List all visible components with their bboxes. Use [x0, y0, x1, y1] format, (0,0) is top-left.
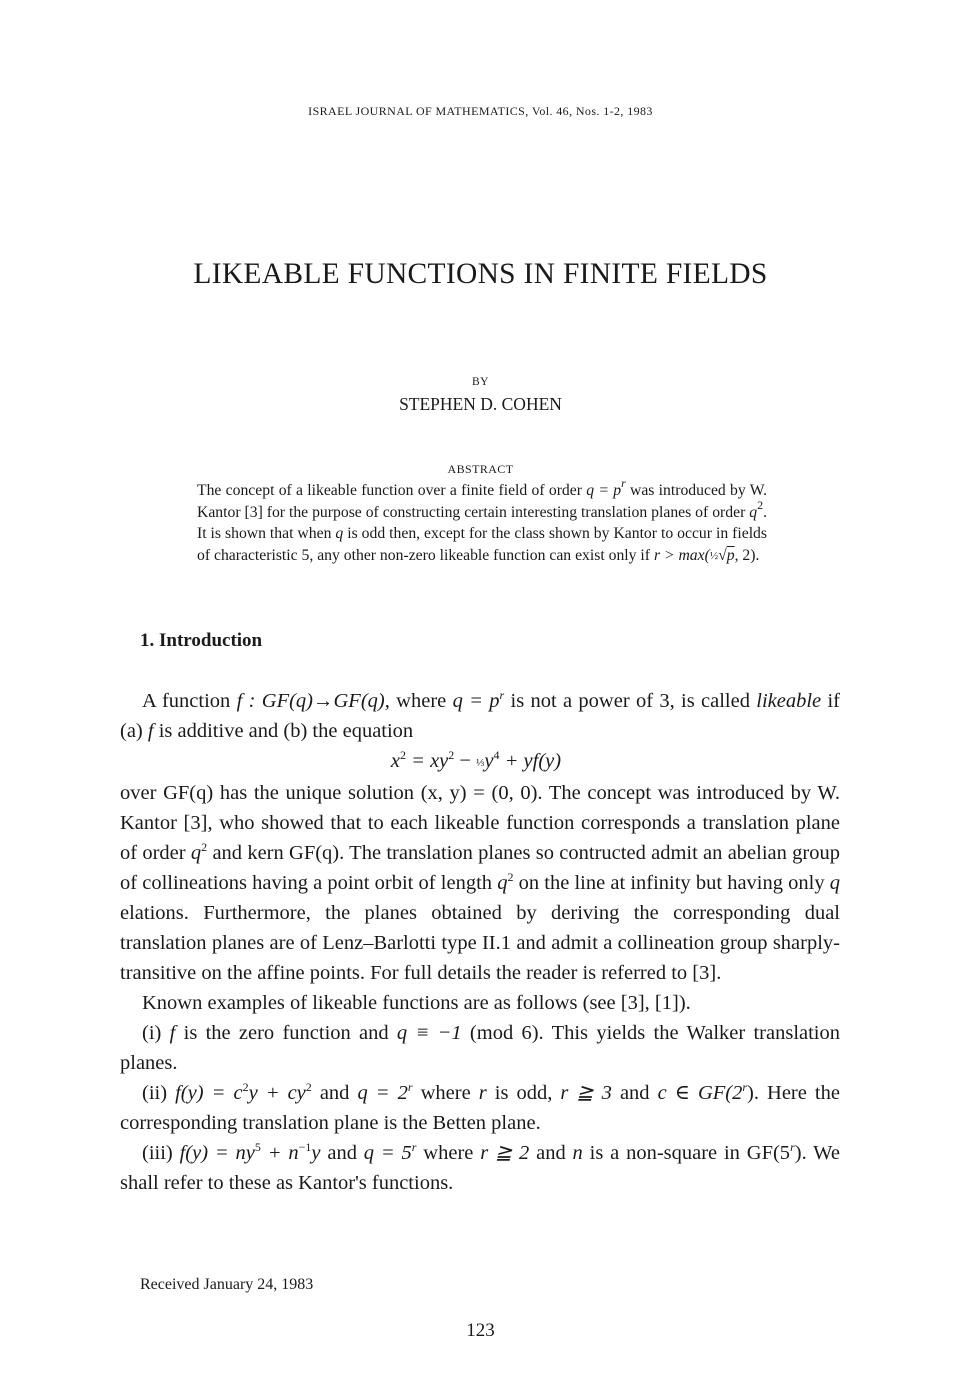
- example-iii: (iii) $f(y) = ny^5 + n^{-1}y$ and $q = 5^r$ where r ≧ 2 and n is a non-square in GF(5$^r$). We shall refer to these as Kantor's functions.: [120, 1140, 840, 1194]
- abstract-text: The concept of a likeable function over a finite field of order $q = p^r$ was introduced by W. Kantor [3] for the purpose of constructing certain interesting translation planes of order $q^2$. It is shown that when q is odd then, except for the class shown by Kantor to occur in fields of characteristic 5, any other non-zero likeable function can exist only if r > max(½√p, 2).: [197, 476, 767, 565]
- introduction-body: [120, 686, 840, 1198]
- author-name: STEPHEN D. COHEN: [399, 394, 562, 414]
- intro-paragraph-1: A function f : GF(q)→GF(q), where $q = p^r$ is not a power of 3, is called likeable if (a) f is additive and (b) the equation: [120, 688, 840, 742]
- journal-header: ISRAEL JOURNAL OF MATHEMATICS, Vol. 46, Nos. 1-2, 1983: [308, 104, 653, 118]
- example-i: (i) f is the zero function and q ≡ −1 (mod 6). This yields the Walker translation planes.: [120, 1022, 841, 1074]
- display-equation: $x^2 = xy^2$ − $\frac{1}{3}y^4 + yf(y)$: [390, 748, 562, 772]
- known-examples: Known examples of likeable functions are as follows (see [3], [1]).: [142, 992, 691, 1014]
- paper-title: LIKEABLE FUNCTIONS IN FINITE FIELDS: [193, 258, 768, 290]
- abstract-heading: ABSTRACT: [447, 462, 514, 476]
- section-heading: 1. Introduction: [140, 630, 263, 651]
- example-ii: (ii) $f(y) = c^2y + cy^2$ and $q = 2^r$ where r is odd, r ≧ 3 and c ∈ GF(2$^r$). Here the corresponding translation plane is the Betten plane.: [120, 1080, 840, 1134]
- byline-label: BY: [472, 376, 489, 388]
- received-date: Received January 24, 1983: [140, 1276, 314, 1293]
- intro-paragraph-2: over GF(q) has the unique solution (x, y) = (0, 0). The concept was introduced by W. Kantor [3], who showed that to each likeable function corresponds a translation plane of order $q^2$ and kern GF(q). The translation planes so contructed admit an abelian group of collineations having a point orbit of length $q^2$ on the line at infinity but having only q elations. Furthermore, the planes obtained by deriving the corresponding dual translation planes are of Lenz–Barlotti type II.1 and admit a collineation group sharply-transitive on the affine points. For full details the reader is referred to [3].: [120, 782, 841, 984]
- page-number: 123: [466, 1320, 495, 1341]
